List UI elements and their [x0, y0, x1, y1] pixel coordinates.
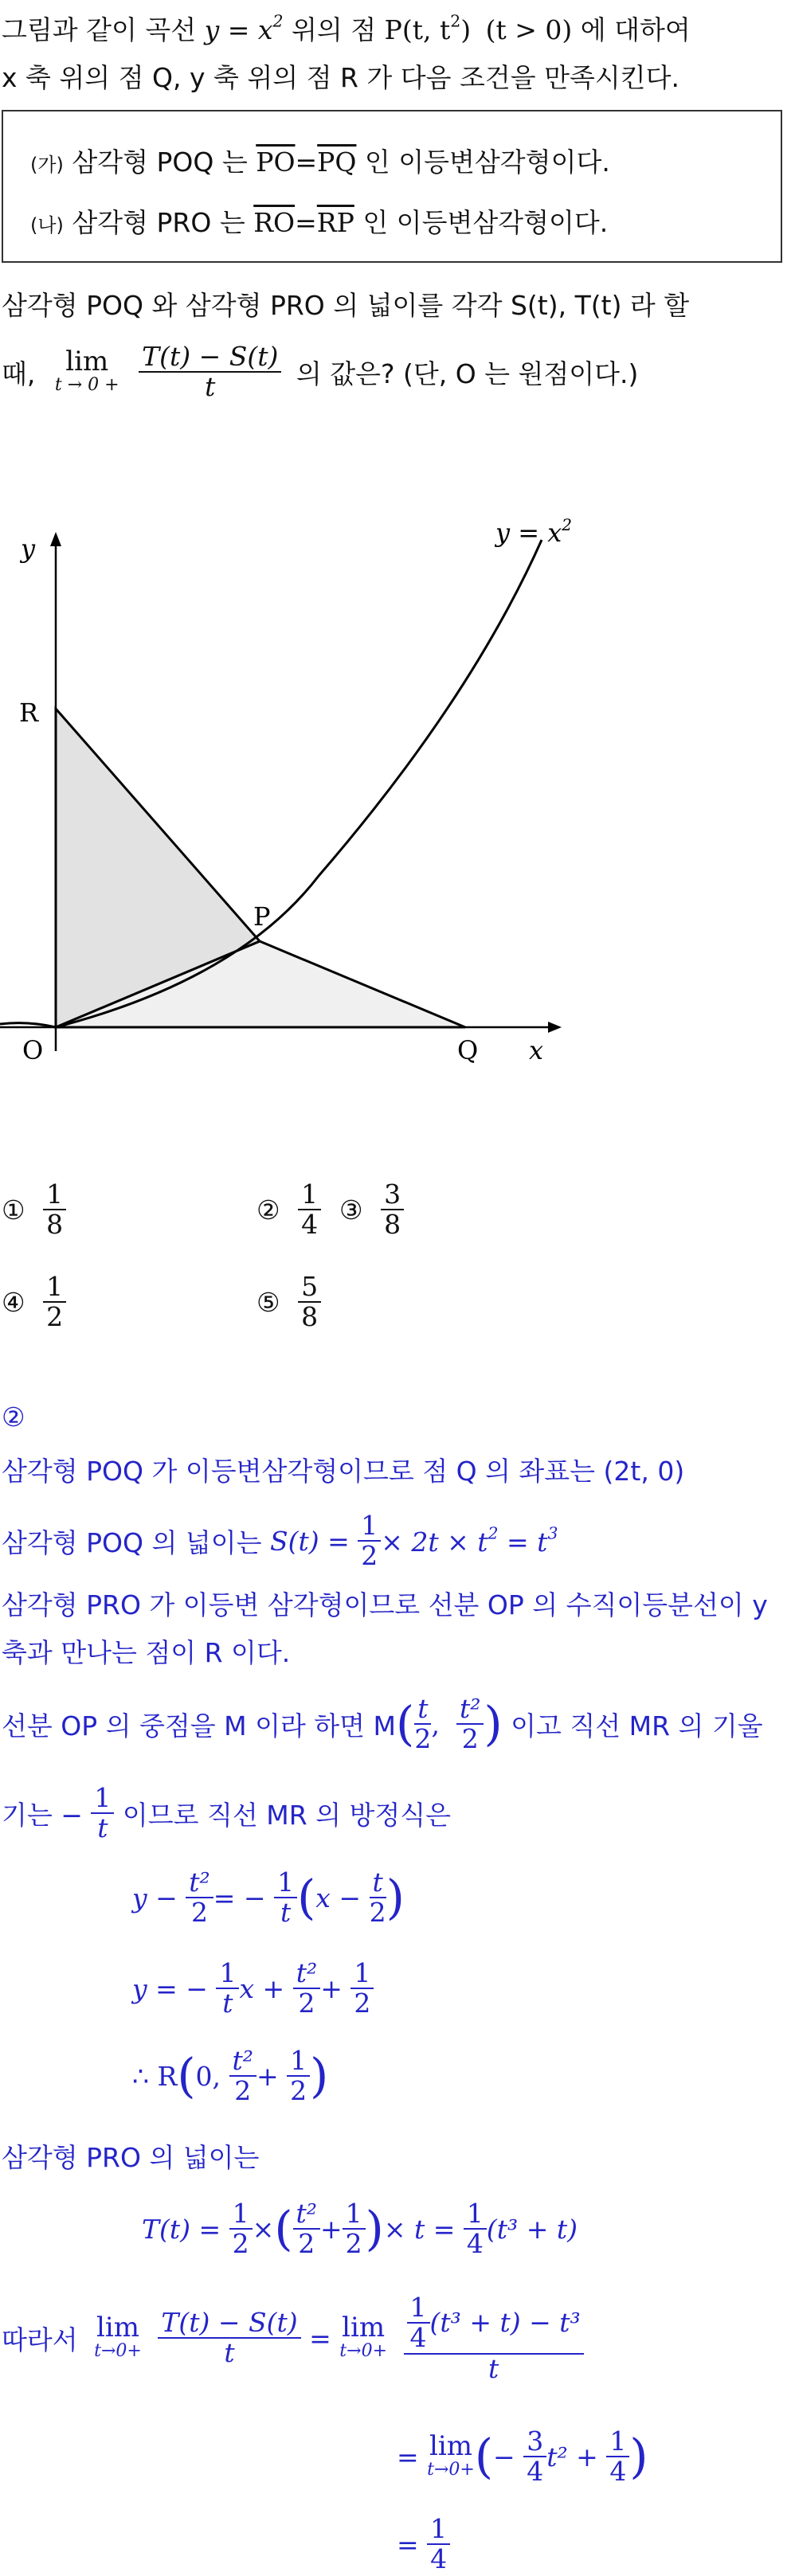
denominator: 4 [430, 2543, 448, 2575]
choice-fraction [43, 1272, 66, 1332]
graph [0, 478, 605, 1083]
label: (나) [30, 214, 64, 236]
numerator: t² [293, 1959, 321, 1989]
exponent: 2 [272, 11, 284, 31]
fraction [293, 1959, 321, 2019]
problem-line-2: x 축 위의 점 Q, y 축 위의 점 R 가 다음 조건을 만족시킨다. [2, 62, 679, 93]
expr: ∴ R [132, 2060, 178, 2092]
expr: x − [315, 1882, 362, 1913]
minus: − [493, 2441, 515, 2472]
text: 때, [2, 358, 36, 389]
text: 인 이등변삼각형이다. [356, 147, 610, 178]
times: × [252, 2213, 275, 2245]
denominator: 2 [46, 1301, 64, 1333]
denominator: 2 [290, 2075, 307, 2107]
numerator: 1 [427, 2515, 450, 2545]
fraction [229, 2199, 253, 2259]
condition-expr: (t > 0) [485, 14, 573, 45]
point-R-label: R [19, 698, 39, 728]
equals: = [397, 2528, 419, 2560]
denominator: 4 [466, 2228, 484, 2260]
choice-1[interactable] [2, 1180, 66, 1240]
equals: = [295, 207, 317, 238]
denominator: 2 [354, 1988, 371, 2019]
text: 에 대하여 [572, 14, 691, 45]
solution-line-4: 축과 만나는 점이 R 이다. [2, 1637, 291, 1668]
expr: (t³ + t) − t³ [429, 2307, 581, 2339]
denominator: 4 [609, 2456, 627, 2488]
fraction [464, 2199, 487, 2259]
paren: ( [274, 2201, 293, 2257]
fraction [456, 1695, 484, 1754]
fraction [216, 1959, 239, 2019]
point-close: ) [460, 14, 472, 45]
numerator: 1 [43, 1180, 66, 1210]
lim-sub: t→0+ [427, 2460, 475, 2480]
fraction [407, 2293, 430, 2353]
text: 기는 − [2, 1799, 83, 1831]
segment: $\overline{RO}$ [253, 207, 296, 238]
equals: = [295, 147, 318, 178]
numerator: 1 [298, 1180, 321, 1210]
numerator: 3 [381, 1180, 404, 1210]
choice-mark: ⑤ [256, 1286, 280, 1318]
segment: $\overline{PO}$ [256, 147, 296, 178]
comma: , [431, 1708, 456, 1740]
equation-4 [142, 2199, 578, 2259]
numerator: t [370, 1868, 386, 1898]
y-axis-label: y [21, 534, 36, 564]
expr: y − [132, 1882, 178, 1913]
numerator: 1 [407, 2293, 430, 2324]
problem-line-3: 삼각형 POQ 와 삼각형 PRO 의 넓이를 각각 S(t), T(t) 라 할 [2, 290, 690, 321]
choice-5[interactable] [256, 1272, 321, 1332]
text: 이고 직선 MR 의 기울 [502, 1710, 763, 1741]
denominator: 2 [361, 1540, 378, 1572]
choice-4[interactable] [2, 1272, 66, 1332]
numerator: 1 [229, 2199, 253, 2230]
expr: x + [239, 1972, 285, 2004]
numerator: 1 [274, 1868, 297, 1898]
plus: + [320, 2213, 343, 2245]
numerator: 3 [523, 2427, 546, 2457]
numerator: 1 [287, 2046, 310, 2077]
choice-2[interactable] [256, 1180, 321, 1240]
solution-line-1: 삼각형 POQ 가 이등변삼각형이므로 점 Q 의 좌표는 (2t, 0) [2, 1456, 685, 1487]
paren: ) [629, 2429, 648, 2484]
text: 따라서 [2, 2324, 78, 2355]
denominator: 8 [301, 1301, 319, 1333]
equation-5 [2, 2293, 584, 2383]
choice-mark: ① [2, 1194, 25, 1225]
segment: $\overline{PQ}$ [317, 147, 357, 178]
text: 선분 OP 의 중점을 M 이라 하면 M [2, 1710, 397, 1741]
denominator: t [205, 371, 216, 403]
final-answer-fraction [427, 2515, 450, 2574]
numerator: 5 [298, 1272, 321, 1303]
plus: + [320, 1972, 343, 2004]
paren: ) [310, 2048, 329, 2104]
numerator: 1 [606, 2427, 629, 2457]
condition-b [30, 202, 608, 240]
denominator: 2 [298, 1988, 315, 2019]
numerator [404, 2293, 584, 2355]
equation-7 [397, 2515, 450, 2574]
expr: y = − [132, 1972, 208, 2004]
lim-word: lim [65, 346, 109, 378]
expr: 0, [195, 2060, 229, 2092]
choice-mark: ② [256, 1194, 280, 1225]
plus: + [256, 2060, 279, 2092]
numerator: 1 [350, 1959, 374, 1989]
condition-a [30, 142, 610, 179]
expr: T(t) = [142, 2213, 221, 2245]
equals: = [397, 2441, 419, 2472]
denominator: 2 [461, 1723, 479, 1755]
solution-line-2 [2, 1511, 558, 1571]
equation-1 [132, 1868, 405, 1928]
numerator: t² [456, 1695, 484, 1725]
limit [94, 2314, 142, 2362]
x-axis-label: x [529, 1035, 544, 1065]
fraction [523, 2427, 546, 2487]
denominator: 8 [384, 1209, 401, 1241]
point-O-label: O [22, 1035, 44, 1065]
fraction [293, 2199, 321, 2259]
numerator: 1 [43, 1272, 66, 1303]
lim-sub: t → 0 + [54, 375, 119, 396]
limit [55, 348, 119, 396]
choice-mark: ④ [2, 1286, 25, 1318]
choice-fraction [43, 1180, 66, 1240]
denominator: 4 [409, 2322, 427, 2354]
limit [427, 2430, 475, 2480]
text: 그림과 같이 곡선 [2, 14, 205, 45]
numerator: T(t) − S(t) [158, 2308, 300, 2339]
expr-part: = t [498, 1526, 548, 1558]
lim-sub: t→0+ [339, 2341, 388, 2362]
text: 위의 점 [283, 14, 385, 45]
label: (가) [30, 154, 64, 176]
denominator: 2 [234, 2075, 252, 2107]
choice-3[interactable] [339, 1180, 404, 1240]
denominator: 2 [345, 2228, 362, 2260]
problem-line-1 [2, 10, 691, 47]
text: 삼각형 PRO 는 [63, 207, 254, 238]
numerator: t² [293, 2199, 321, 2230]
numerator: 1 [464, 2199, 487, 2230]
text: 의 값은? (단, O 는 원점이다.) [296, 358, 639, 389]
solution-line-6 [2, 1784, 451, 1843]
solution-answer: ② [2, 1401, 25, 1433]
paren: ( [396, 1696, 415, 1752]
numerator: 1 [91, 1784, 114, 1814]
denominator: t [488, 2352, 499, 2384]
solution-line-7: 삼각형 PRO 의 넓이는 [2, 2142, 260, 2173]
lim-sub: t→0+ [94, 2341, 142, 2362]
numerator: 1 [343, 2199, 366, 2230]
denominator: t [224, 2337, 235, 2369]
numerator: t² [229, 2046, 257, 2077]
fraction [287, 2046, 310, 2106]
curve-label: $y = x^2$ [495, 515, 573, 548]
fraction [606, 2427, 629, 2487]
numerator: T(t) − S(t) [139, 342, 281, 373]
exponent: 2 [488, 1524, 499, 1544]
text: 이므로 직선 MR 의 방정식은 [114, 1799, 452, 1831]
expr: (t³ + t) [486, 2213, 578, 2245]
denominator: 2 [191, 1897, 209, 1929]
denominator: 2 [232, 2228, 249, 2260]
denominator: 8 [46, 1209, 64, 1241]
equation-2 [132, 1959, 374, 2019]
paren: ) [365, 2201, 384, 2257]
equation-3 [132, 2046, 328, 2106]
fraction [350, 1959, 374, 2019]
expr: t² + [546, 2441, 598, 2472]
lim-word: lim [342, 2312, 386, 2344]
solution-line-3: 삼각형 PRO 가 이등변 삼각형이므로 선분 OP 의 수직이등분선이 y [2, 1589, 768, 1620]
fraction [358, 1511, 381, 1571]
limit-fraction [139, 342, 281, 402]
denominator: 4 [527, 2456, 544, 2488]
solution-line-5 [2, 1695, 763, 1754]
paren: ( [177, 2048, 196, 2104]
fraction [274, 1868, 297, 1928]
numerator: t² [186, 1868, 213, 1898]
exponent: 3 [547, 1524, 558, 1544]
fraction [343, 2199, 366, 2259]
numerator: 1 [216, 1959, 239, 1989]
expr [381, 1526, 558, 1558]
fraction [229, 2046, 257, 2106]
equals: = − [213, 1882, 266, 1913]
fraction [370, 1868, 386, 1928]
expr-part: × 2t × t [381, 1526, 488, 1558]
numerator: t [414, 1695, 431, 1725]
denominator: 2 [369, 1897, 386, 1929]
x-axis-arrow [548, 1022, 562, 1033]
choice-fraction [298, 1272, 321, 1332]
denominator: 2 [298, 2228, 315, 2260]
text: 삼각형 POQ 의 넓이는 [2, 1526, 270, 1558]
numerator: 1 [358, 1511, 381, 1542]
compound-fraction [404, 2293, 584, 2383]
exponent: 2 [450, 11, 461, 31]
lim-word: lim [96, 2312, 139, 2344]
problem-line-4 [2, 342, 638, 402]
y-axis-arrow [50, 532, 61, 546]
expr: × t = [383, 2213, 456, 2245]
denominator: 2 [414, 1723, 432, 1755]
text: 삼각형 POQ 는 [63, 147, 256, 178]
point-Q-label: Q [457, 1035, 479, 1065]
condition-box [2, 110, 782, 263]
expr: S(t) = [269, 1525, 350, 1557]
segment: $\overline{RP}$ [316, 207, 354, 238]
choice-mark: ③ [339, 1194, 363, 1225]
choice-fraction [298, 1180, 321, 1240]
fraction [158, 2308, 300, 2368]
fraction [414, 1695, 431, 1754]
denominator: 4 [301, 1209, 319, 1241]
denominator: t [222, 1988, 233, 2019]
point-expr: P(t, t [384, 14, 451, 45]
denominator: t [280, 1897, 292, 1929]
curve-expr: y = x [204, 14, 273, 45]
limit [339, 2314, 387, 2362]
paren: ( [474, 2429, 494, 2484]
text: 인 이등변삼각형이다. [354, 207, 609, 238]
paren: ( [297, 1870, 316, 1925]
denominator: t [97, 1812, 108, 1844]
paren: ) [484, 1696, 503, 1752]
point-P-label: P [253, 901, 271, 932]
choice-fraction [381, 1180, 404, 1240]
equation-6 [397, 2427, 648, 2487]
lim-word: lim [429, 2430, 473, 2463]
equals: = [309, 2322, 331, 2354]
paren: ) [386, 1870, 405, 1925]
fraction [186, 1868, 213, 1928]
fraction [91, 1784, 114, 1843]
